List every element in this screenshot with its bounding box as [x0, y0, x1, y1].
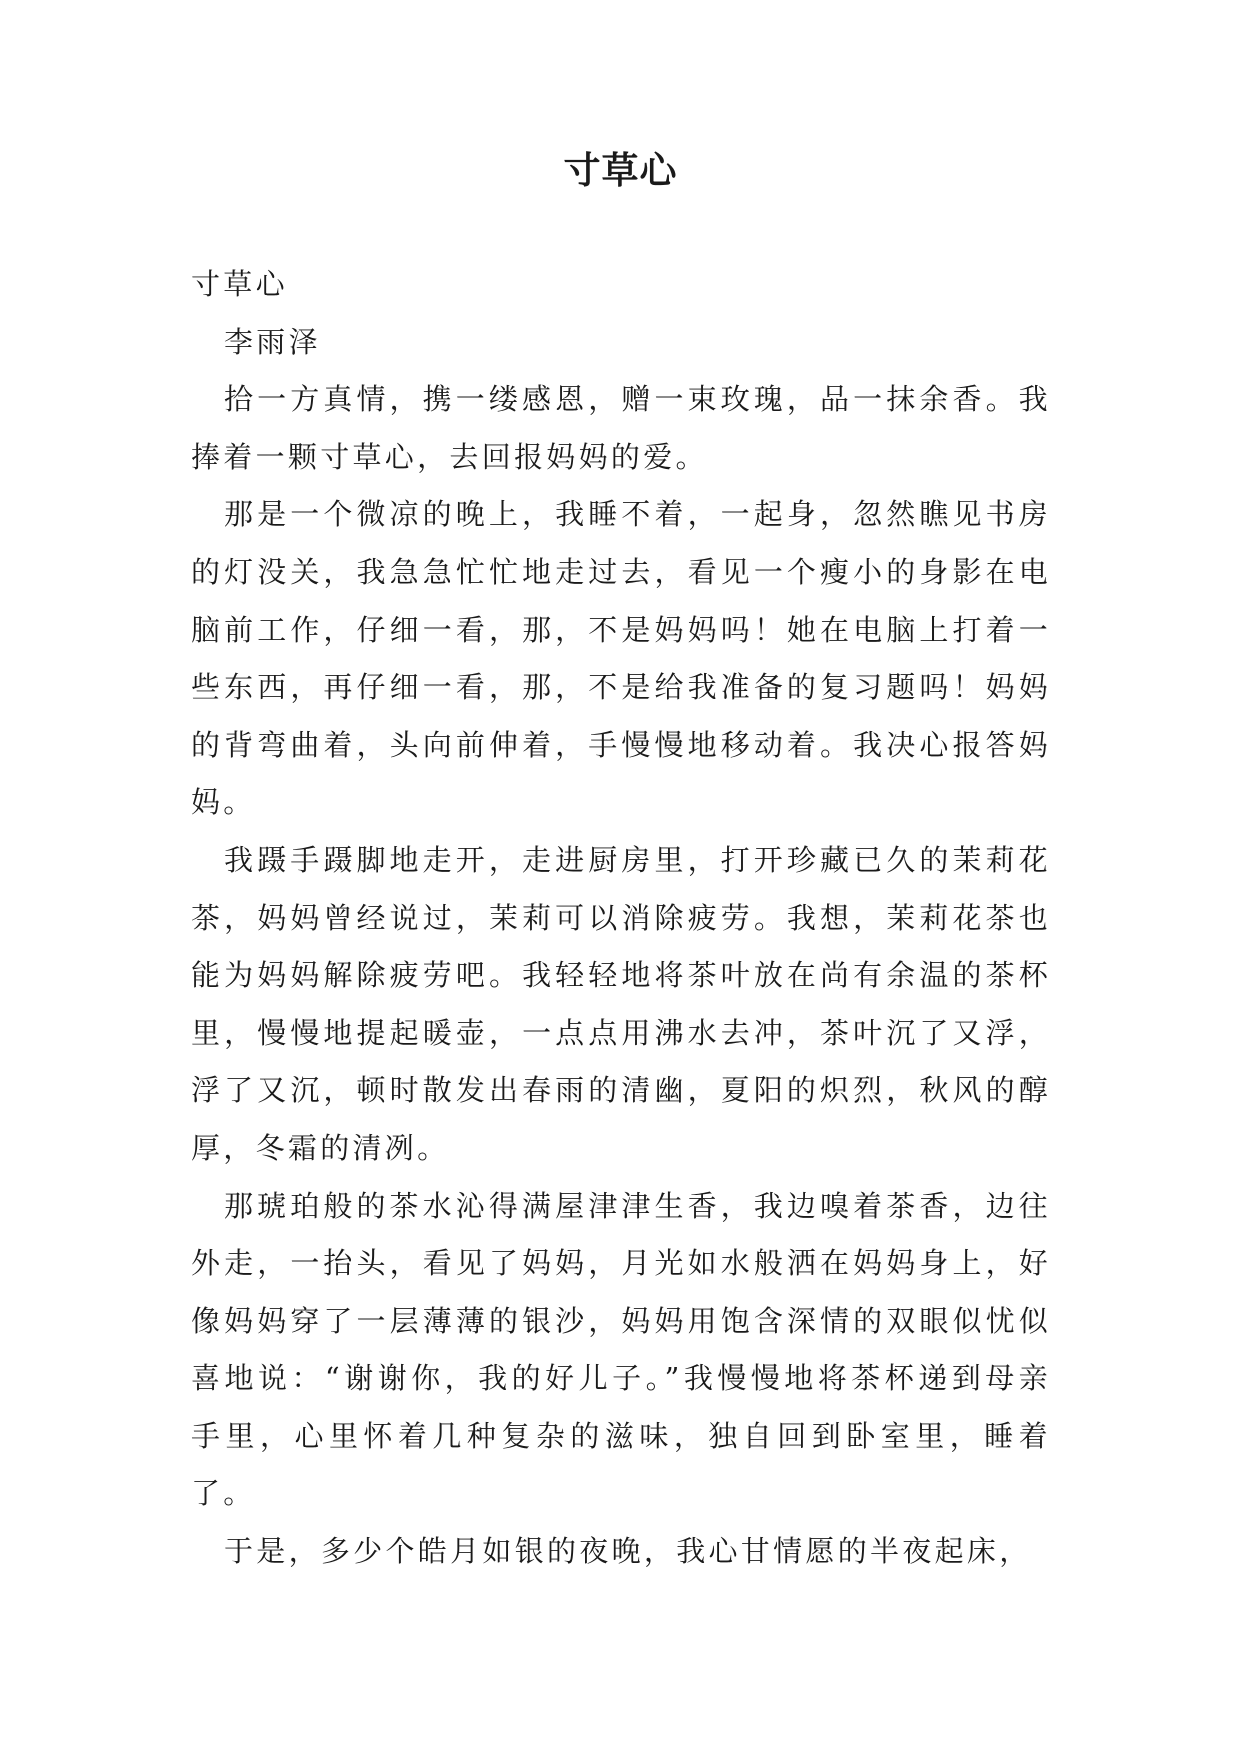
paragraph: 于是，多少个皓月如银的夜晚，我心甘情愿的半夜起床， [224, 1534, 1032, 1569]
document-body [191, 256, 1051, 1581]
paragraph: 那是一个微凉的晚上，我睡不着，一起身，忽然瞧见书房的灯没关，我急急忙忙地走过去，看见一个瘦小的身影在电脑前工作，仔细一看，那，不是妈妈吗！她在电脑上打着一些东西，再仔细一看，那，不是给我准备的复习题吗！妈妈的背弯曲着，头向前伸着，手慢慢地移动着。我决心报答妈妈。 [191, 497, 1051, 820]
paragraph: 我蹑手蹑脚地走开，走进厨房里，打开珍藏已久的茉莉花茶，妈妈曾经说过，茉莉可以消除疲劳。我想，茉莉花茶也能为妈妈解除疲劳吧。我轻轻地将茶叶放在尚有余温的茶杯里，慢慢地提起暖壶，一点点用沸水去冲，茶叶沉了又浮，浮了又沉，顿时散发出春雨的清幽，夏阳的炽烈，秋风的醇厚，冬霜的清冽。 [191, 842, 1051, 1165]
document-title: 寸草心 [563, 148, 678, 192]
article-heading: 寸草心 [191, 267, 288, 301]
paragraph: 那琥珀般的茶水沁得满屋津津生香，我边嗅着茶香，边往外走，一抬头，看见了妈妈，月光如水般洒在妈妈身上，好像妈妈穿了一层薄薄的银沙，妈妈用饱含深情的双眼似忧似喜地说：“谢谢你，我的好儿子。”我慢慢地将茶杯递到母亲手里，心里怀着几种复杂的滋味，独自回到卧室里，睡着了。 [191, 1188, 1051, 1511]
author-name: 李雨泽 [224, 324, 321, 359]
paragraph: 拾一方真情，携一缕感恩，赠一束玫瑰，品一抹余香。我捧着一颗寸草心，去回报妈妈的爱。 [191, 382, 1051, 474]
